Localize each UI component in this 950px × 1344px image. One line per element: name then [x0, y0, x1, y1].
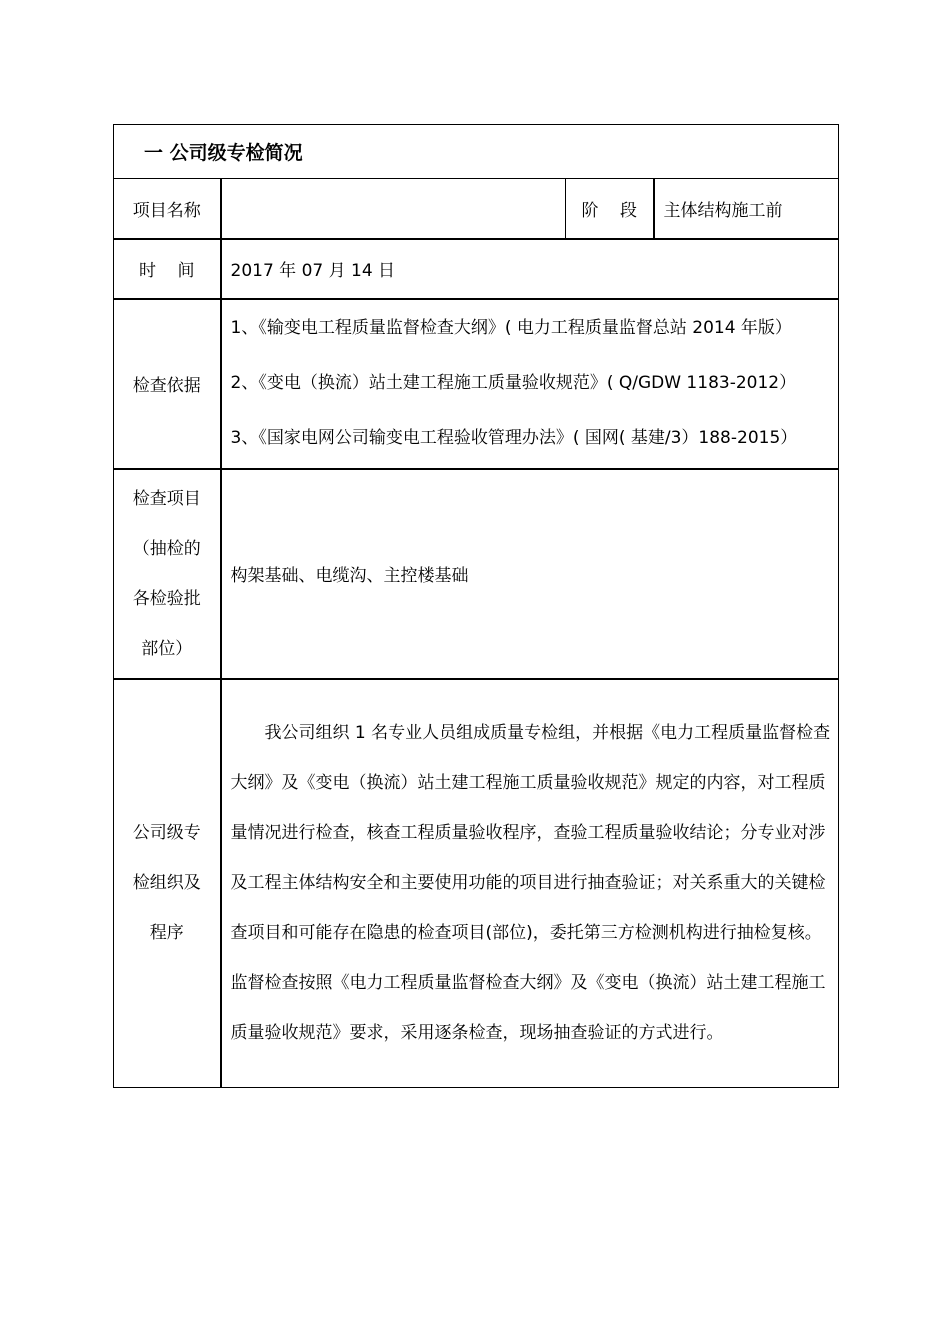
items-label-line: 各检验批	[132, 588, 201, 609]
procedure-row	[114, 679, 839, 1088]
procedure-label-line: 检组织及	[132, 873, 201, 894]
title-row	[114, 125, 839, 179]
procedure-text: 我公司组织 1 名专业人员组成质量专检组，并根据《电力工程质量监督检查大纲》及《变电（换流）站土建工程施工质量验收规范》规定的内容，对工程质量情况进行检查，核查工程质量验收程序，查验工程质量验收结论；分专业对涉及工程主体结构安全和主要使用功能的项目进行抽查验证；对关系重大的关键检查项目和可能存在隐患的检查项目(部位)，委托第三方检测机构进行抽检复核。监督检查按照《电力工程质量监督检查大纲》及《变电（换流）站土建工程施工质量验收规范》要求，采用逐条检查，现场抽查验证的方式进行。	[230, 723, 831, 1044]
procedure-label-line: 公司级专	[132, 823, 201, 844]
basis-list	[221, 299, 839, 469]
items-label-line: （抽检的	[132, 538, 201, 559]
basis-item: 2、《变电（换流）站土建工程施工质量验收规范》( Q/GDW 1183-2012）	[230, 373, 797, 393]
project-row	[114, 179, 839, 239]
procedure-label	[114, 679, 221, 1088]
procedure-cell	[221, 679, 839, 1088]
project-name-value	[221, 179, 566, 239]
section-title: 一 公司级专检简况	[114, 125, 839, 179]
items-row	[114, 469, 839, 679]
basis-label: 检查依据	[114, 299, 221, 469]
basis-item: 3、《国家电网公司输变电工程验收管理办法》( 国网( 基建/3）188-2015）	[230, 428, 798, 448]
time-row	[114, 239, 839, 299]
inspection-summary-table	[113, 124, 839, 1088]
project-name-label: 项目名称	[114, 179, 221, 239]
basis-row	[114, 299, 839, 469]
items-label-line: 部位）	[141, 638, 193, 659]
stage-value: 主体结构施工前	[654, 179, 839, 239]
stage-label: 阶 段	[566, 179, 654, 239]
basis-item: 1、《输变电工程质量监督检查大纲》( 电力工程质量监督总站 2014 年版）	[230, 318, 792, 338]
time-value: 2017 年 07 月 14 日	[221, 239, 839, 299]
items-label	[114, 469, 221, 679]
items-value: 构架基础、电缆沟、主控楼基础	[221, 469, 839, 679]
procedure-label-line: 程序	[149, 923, 184, 944]
time-label: 时 间	[114, 239, 221, 299]
items-label-line: 检查项目	[132, 488, 201, 509]
inspection-summary-sheet	[113, 124, 838, 1088]
